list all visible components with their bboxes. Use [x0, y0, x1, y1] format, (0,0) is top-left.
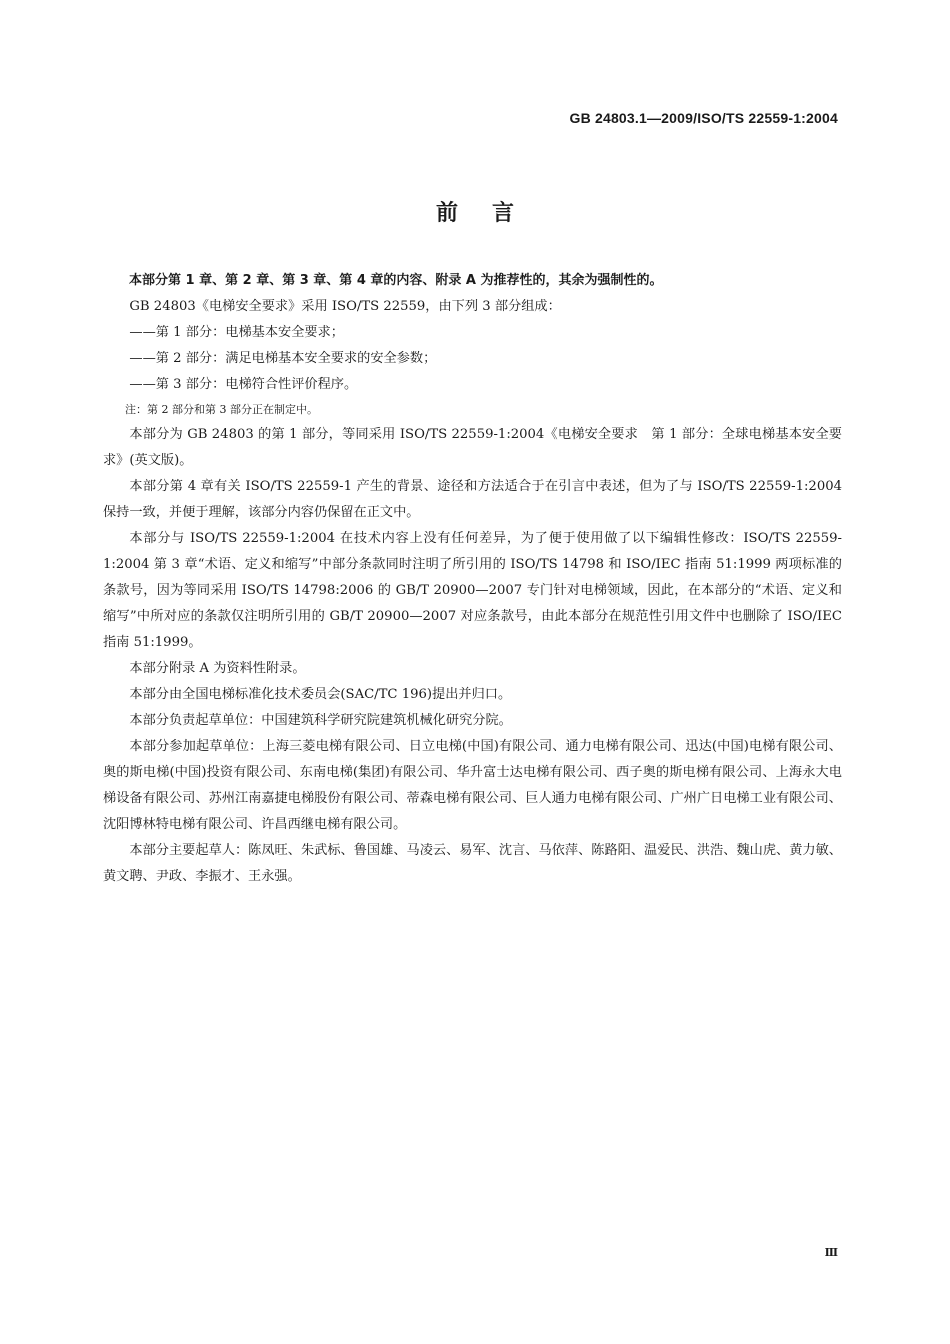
document-body [103, 268, 842, 890]
paragraph-editorial-changes: 本部分与 ISO/TS 22559-1:2004 在技术内容上没有任何差异，为了便于使用做了以下编辑性修改：ISO/TS 22559-1:2004 第 3 章“术语、定义和缩写”中部分条款同时注明了所引用的 ISO/TS 14798 和 ISO/IEC 指南 51:1999 两项标准的条款号，因为等同采用 ISO/TS 14798:2006 的 GB/T 20900—2007 专门针对电梯领域，因此，在本部分的“术语、定义和缩写”中所对应的条款仅注明所引用的 GB/T 20900—2007 对应条款号，由此本部分在规范性引用文件中也删除了 ISO/IEC 指南 51:1999。 [103, 531, 842, 650]
list-item-part-2: ——第 2 部分：满足电梯基本安全要求的安全参数； [129, 351, 437, 366]
paragraph-composition: GB 24803《电梯安全要求》采用 ISO/TS 22559，由下列 3 部分组成： [129, 299, 561, 314]
page-number: Ⅲ [824, 1246, 838, 1259]
paragraph-chapter-4: 本部分第 4 章有关 ISO/TS 22559-1 产生的背景、途径和方法适合于在引言中表述，但为了与 ISO/TS 22559-1:2004 保持一致，并便于理解，该部分内容仍保留在正文中。 [103, 479, 842, 520]
paragraph-adoption: 本部分为 GB 24803 的第 1 部分，等同采用 ISO/TS 22559-1:2004《电梯安全要求 第 1 部分：全球电梯基本安全要求》(英文版)。 [103, 427, 842, 468]
paragraph-recommendation: 本部分第 1 章、第 2 章、第 3 章、第 4 章的内容、附录 A 为推荐性的，其余为强制性的。 [129, 273, 663, 288]
list-item-part-1: ——第 1 部分：电梯基本安全要求； [129, 325, 344, 340]
note: 注：第 2 部分和第 3 部分正在制定中。 [125, 403, 318, 416]
page-title: 前言 [435, 201, 548, 226]
paragraph-participating-drafters: 本部分参加起草单位：上海三菱电梯有限公司、日立电梯(中国)有限公司、通力电梯有限公司、迅达(中国)电梯有限公司、奥的斯电梯(中国)投资有限公司、东南电梯(集团)有限公司、华升富士达电梯有限公司、西子奥的斯电梯有限公司、上海永大电梯设备有限公司、苏州江南嘉捷电梯股份有限公司、蒂森电梯有限公司、巨人通力电梯有限公司、广州广日电梯工业有限公司、沈阳博林特电梯有限公司、许昌西继电梯有限公司。 [103, 739, 842, 832]
paragraph-annex: 本部分附录 A 为资料性附录。 [129, 661, 306, 676]
list-item-part-3: ——第 3 部分：电梯符合性评价程序。 [129, 377, 358, 392]
paragraph-responsible-drafter: 本部分负责起草单位：中国建筑科学研究院建筑机械化研究分院。 [129, 713, 512, 728]
paragraph-proposer: 本部分由全国电梯标准化技术委员会(SAC/TC 196)提出并归口。 [129, 687, 512, 702]
standard-number-header: GB 24803.1—2009/ISO/TS 22559-1:2004 [569, 110, 838, 126]
paragraph-main-drafters: 本部分主要起草人：陈凤旺、朱武标、鲁国雄、马凌云、易军、沈言、马依萍、陈路阳、温爱民、洪浩、魏山虎、黄力敏、黄文聘、尹政、李振才、王永强。 [103, 843, 842, 884]
